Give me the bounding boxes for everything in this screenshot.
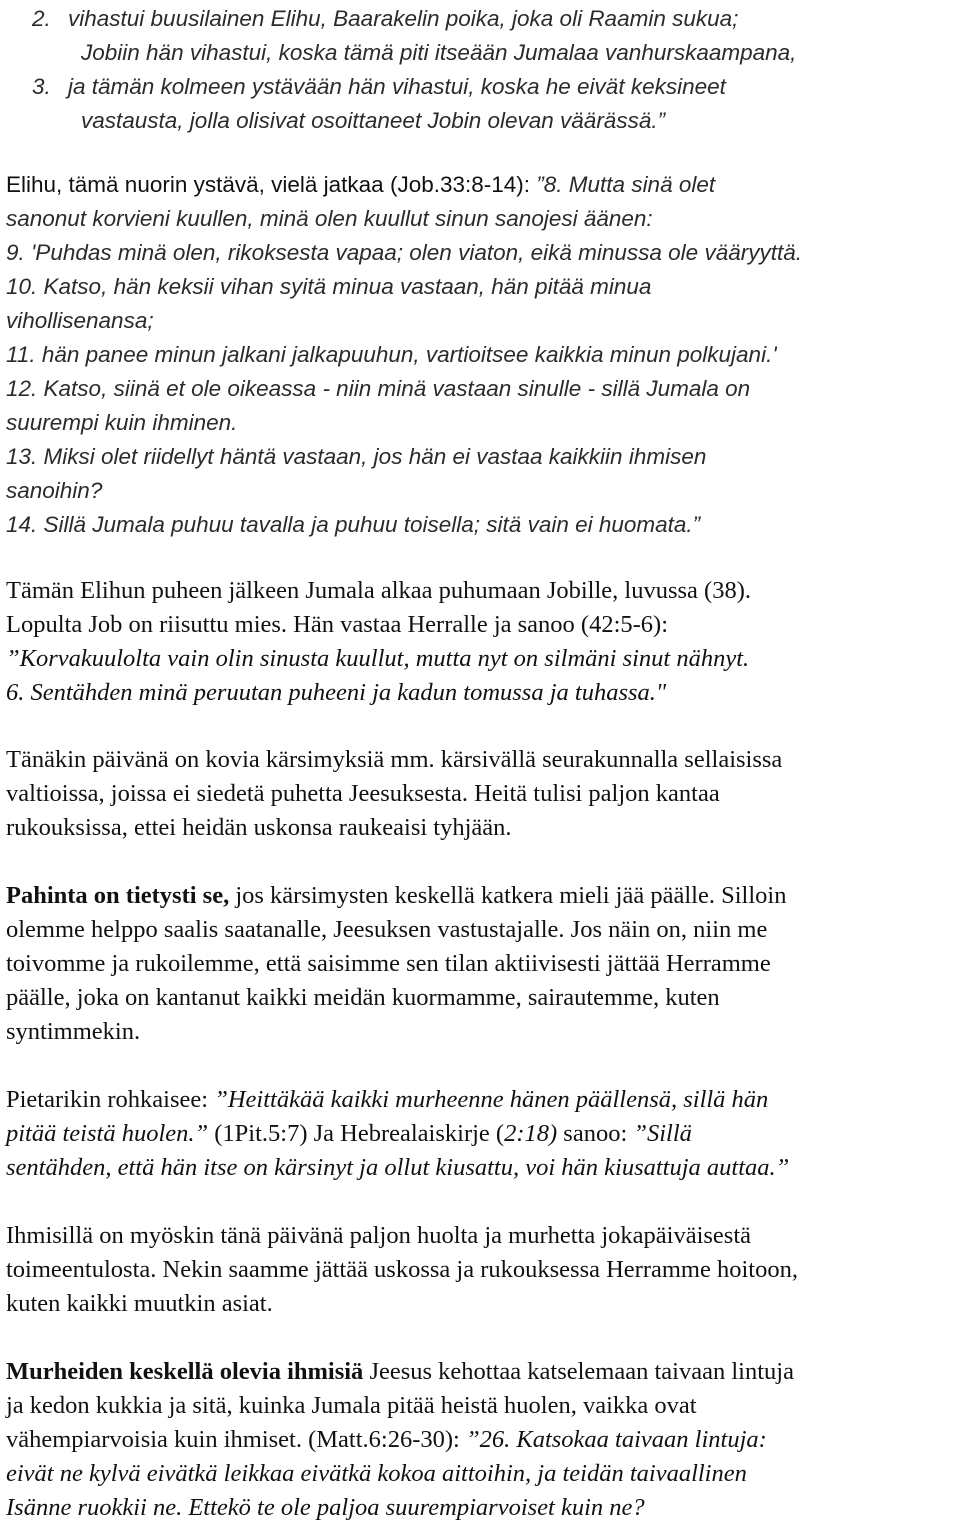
paragraph-line: toivomme ja rukoilemme, että saisimme sen tilan aktiivisesti jättää Herramme [6,950,771,977]
quote-text: eivät ne kylvä eivätkä leikkaa eivätkä kokoa aittoihin, ja teidän taivaallinen [6,1460,747,1487]
paragraph-line: valtioissa, joissa ei siedetä puhetta Jeesuksesta. Heitä tulisi paljon kantaa [6,780,720,807]
reference-text: 2:18) [504,1120,558,1147]
verse-text: 9. 'Puhdas minä olen, rikoksesta vapaa; olen viaton, eikä minussa ole vääryyttä. [6,240,802,265]
paragraph-job [6,574,958,710]
paragraph-today [6,743,958,845]
paragraph-line [6,1423,958,1457]
paragraph-line: Tänäkin päivänä on kovia kärsimyksiä mm. kärsivällä seurakunnalla sellaisissa [6,746,783,773]
paragraph-line: päälle, joka on kantanut kaikki meidän kuormamme, sairautemme, kuten [6,984,720,1011]
paragraph-text: Pietarikin rohkaisee: [6,1086,215,1113]
paragraph-line: Tämän Elihun puheen jälkeen Jumala alkaa puhumaan Jobille, luvussa (38). [6,577,751,604]
verse-line [6,104,958,138]
verse-text: 13. Miksi olet riidellyt häntä vastaan, jos hän ei vastaa kaikkiin ihmisen [6,444,707,469]
quote-text: ”Heittäkää kaikki murheenne hänen päällensä, sillä hän [214,1086,769,1113]
verse-text: Jobiin hän vihastui, koska tämä piti itseään Jumalaa vanhurskaampana, [81,40,797,65]
elihu-passage [6,168,958,542]
paragraph-text: sanoo: [557,1120,634,1147]
paragraph-text: vähempiarvoisia kuin ihmiset. (Matt.6:26-30): [6,1426,466,1453]
paragraph-line: kuten kaikki muutkin asiat. [6,1290,273,1317]
paragraph-line: Ihmisillä on myöskin tänä päivänä paljon huolta ja murhetta jokapäiväisestä [6,1222,752,1249]
quote-text: Isänne ruokkii ne. Ettekö te ole paljoa suurempiarvoiset kuin ne? [6,1494,645,1521]
paragraph-text: Jeesus kehottaa katselemaan taivaan lintuja [363,1358,794,1385]
verse-text: 14. Sillä Jumala puhuu tavalla ja puhuu toisella; sitä vain ei huomata.” [6,512,701,537]
verse-line [6,36,958,70]
verse-list [6,2,958,138]
paragraph-text: jos kärsimysten keskellä katkera mieli jää päälle. Silloin [229,882,787,909]
verse-line [6,2,958,36]
verse-text: vastausta, jolla olisivat osoittaneet Jobin olevan väärässä.” [81,108,666,133]
paragraph-line: 6. Sentähden minä peruutan puheeni ja kadun tomussa ja tuhassa." [6,679,667,706]
verse-text: vihollisenansa; [6,308,154,333]
paragraph-line: ja kedon kukkia ja sitä, kuinka Jumala pitää heistä huolen, vaikka ovat [6,1392,697,1419]
verse-line [6,70,958,104]
paragraph-line: toimeentulosta. Nekin saamme jättää uskossa ja rukouksessa Herramme hoitoon, [6,1256,798,1283]
paragraph-line: rukouksissa, ettei heidän uskonsa raukeaisi tyhjään. [6,814,512,841]
paragraph-line: olemme helppo saalis saatanalle, Jeesuksen vastustajalle. Jos näin on, niin me [6,916,768,943]
paragraph-murhe [6,1355,958,1525]
list-number: 3. [32,74,51,99]
paragraph-line [6,1083,958,1117]
paragraph-text: (1Pit.5:7) Ja Hebrealaiskirje ( [208,1120,505,1147]
paragraph-huolta [6,1219,958,1321]
quote-text: ”26. Katsokaa taivaan lintuja: [465,1426,767,1453]
list-number: 2. [32,6,51,31]
verse-text: ”8. Mutta sinä olet [536,172,716,197]
verse-text: ja tämän kolmeen ystävään hän vihastui, koska he eivät keksineet [68,74,726,99]
passage-line [6,168,958,202]
paragraph-pahinta [6,879,958,1049]
paragraph-line [6,1355,958,1389]
paragraph-line: Lopulta Job on riisuttu mies. Hän vastaa Herralle ja sanoo (42:5-6): [6,611,669,638]
verse-text: vihastui buusilainen Elihu, Baarakelin poika, joka oli Raamin sukua; [68,6,739,31]
verse-text: 10. Katso, hän keksii vihan syitä minua vastaan, hän pitää minua [6,274,652,299]
verse-text: 12. Katso, siinä et ole oikeassa - niin minä vastaan sinulle - sillä Jumala on [6,376,751,401]
quote-text: sentähden, että hän itse on kärsinyt ja ollut kiusattu, voi hän kiusattuja auttaa.” [6,1154,790,1181]
paragraph-line [6,1117,958,1151]
verse-text: sanoihin? [6,478,103,503]
verse-text: suurempi kuin ihminen. [6,410,238,435]
paragraph-line: ”Korvakuulolta vain olin sinusta kuullut, mutta nyt on silmäni sinut nähnyt. [6,645,750,672]
bold-lead: Murheiden keskellä olevia ihmisiä [6,1358,364,1385]
passage-lead: Elihu, tämä nuorin ystävä, vielä jatkaa (Job.33:8-14): [6,172,537,197]
verse-text: 11. hän panee minun jalkani jalkapuuhun, vartioitsee kaikkia minun polkujani.' [6,342,777,367]
paragraph-pietari [6,1083,958,1185]
quote-text: pitää teistä huolen.” [6,1120,209,1147]
quote-text: ”Sillä [633,1120,692,1147]
verse-text: sanonut korvieni kuullen, minä olen kuullut sinun sanojesi äänen: [6,206,653,231]
paragraph-line [6,879,958,913]
bold-lead: Pahinta on tietysti se, [6,882,230,909]
paragraph-line: syntimmekin. [6,1018,141,1045]
